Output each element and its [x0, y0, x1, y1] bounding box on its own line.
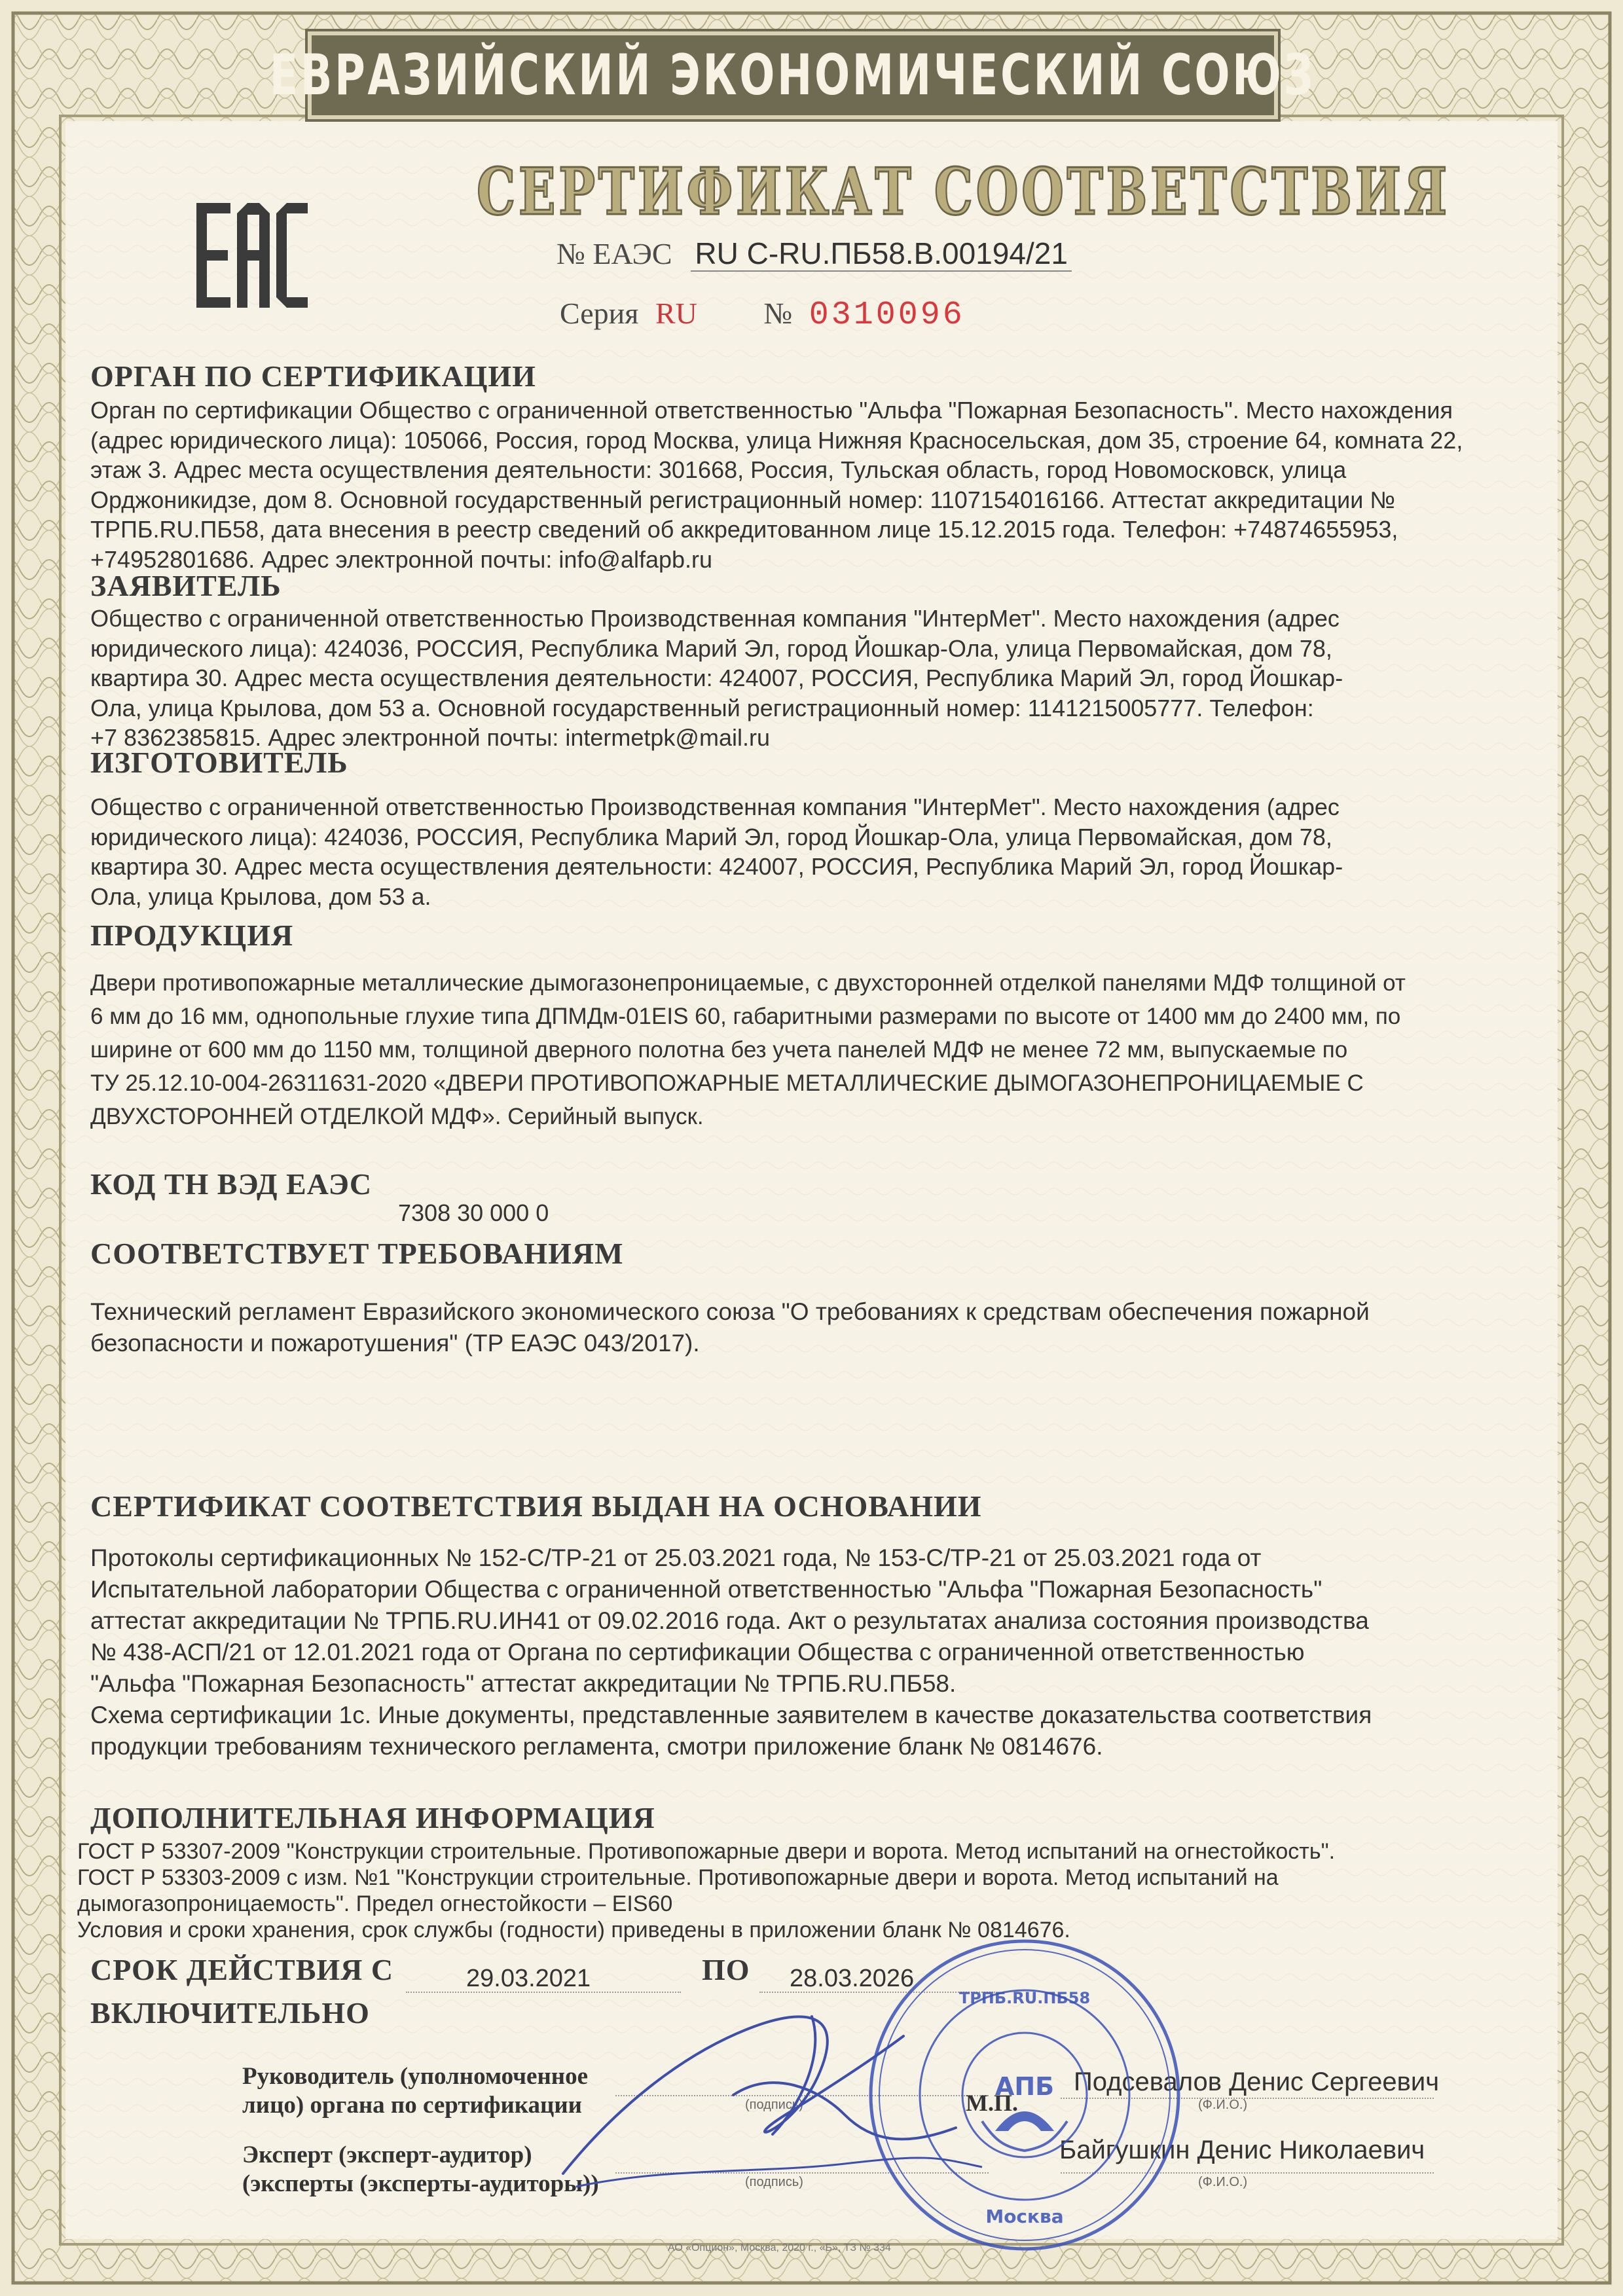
validity-from-label: СРОК ДЕЙСТВИЯ С	[90, 1953, 394, 1986]
manufacturer-line: юридического лица): 424036, РОССИЯ, Республика Марий Эл, город Йошкар-Ола, улица Первомайская, дом 78,	[90, 823, 1332, 850]
validity-inclusive: ВКЛЮЧИТЕЛЬНО	[90, 1996, 370, 2030]
certificate-number	[556, 236, 1072, 271]
certificate-title: СЕРТИФИКАТ СООТВЕТСТВИЯ	[477, 155, 1450, 230]
blank-number-value: 0310096	[809, 297, 965, 334]
basis-line: Испытательной лаборатории Общества с ограниченной ответственностью "Альфа "Пожарная Безопасность"	[90, 1576, 1322, 1603]
basis-line: аттестат аккредитации № ТРПБ.RU.ИН41 от 09.02.2016 года. Акт о результатах анализа состояния производства	[90, 1607, 1369, 1634]
organ-text	[90, 395, 1537, 574]
additional-heading: ДОПОЛНИТЕЛЬНАЯ ИНФОРМАЦИЯ	[90, 1801, 655, 1834]
product-line: ТУ 25.12.10-004-26311631-2020 «ДВЕРИ ПРОТИВОПОЖАРНЫЕ МЕТАЛЛИЧЕСКИЕ ДЫМОГАЗОНЕПРОНИЦАЕМЫЕ С	[90, 1070, 1364, 1096]
blank-number-label: №	[763, 297, 793, 330]
head-podpis-caption: (подпись)	[745, 2098, 803, 2112]
additional-line: Условия и сроки хранения, срок службы (годности) приведены в приложении бланк № 0814676.	[77, 1918, 1070, 1942]
applicant-line: квартира 30. Адрес места осуществления деятельности: 424007, РОССИЯ, Республика Марий Эл, город Йошкар-	[90, 665, 1343, 691]
product-line: ДВУХСТОРОННЕЙ ОТДЕЛКОЙ МДФ». Серийный выпуск.	[90, 1104, 704, 1129]
manufacturer-text	[90, 792, 1537, 911]
product-line: Двери противопожарные металлические дымогазонепроницаемые, с двухсторонней отделкой панелями МДФ толщиной от	[90, 970, 1406, 996]
manufacturer-heading: ИЗГОТОВИТЕЛЬ	[90, 746, 348, 779]
head-signature-label	[242, 2062, 588, 2120]
basis-line: "Альфа "Пожарная Безопасность" аттестат аккредитации № ТРПБ.RU.ПБ58.	[90, 1670, 957, 1697]
union-banner	[270, 31, 1316, 119]
expert-name: Байгушкин Денис Николаевич	[1059, 2136, 1425, 2164]
applicant-line: +7 8362385815. Адрес электронной почты: intermetpk@mail.ru	[90, 724, 770, 751]
applicant-text	[90, 604, 1537, 753]
expert-label-line: (эксперты (эксперты-аудиторы))	[242, 2170, 599, 2197]
additional-line: дымогазопроницаемость". Предел огнестойкости – EIS60	[77, 1891, 673, 1916]
cert-number-label: № ЕАЭС	[556, 237, 672, 270]
manufacturer-line: квартира 30. Адрес места осуществления деятельности: 424007, РОССИЯ, Республика Марий Эл, город Йошкар-	[90, 853, 1343, 880]
product-heading: ПРОДУКЦИЯ	[90, 919, 294, 952]
product-line: 6 мм до 16 мм, однопольные глухие типа ДПМДм-01EIS 60, габаритными размерами по высоте от 1400 мм до 2400 мм, по	[90, 1004, 1401, 1029]
organ-line: ТРПБ.RU.ПБ58, дата внесения в реестр сведений об аккредитованном лице 15.12.2015 года. Телефон: +74874655953,	[90, 516, 1398, 543]
basis-line: Схема сертификации 1с. Иные документы, представленные заявителем в качестве доказательства соответствия	[90, 1702, 1372, 1728]
series-row	[560, 296, 965, 334]
eac-logo-icon	[196, 203, 308, 308]
manufacturer-line: Ола, улица Крылова, дом 53 а.	[90, 883, 431, 910]
organ-seal-icon	[864, 1935, 1185, 2255]
applicant-line: юридического лица): 424036, РОССИЯ, Республика Марий Эл, город Йошкар-Ола, улица Первомайская, дом 78,	[90, 634, 1332, 662]
head-label-line: лицо) органа по сертификации	[242, 2092, 582, 2119]
basis-line: Протоколы сертификационных № 152-С/ТР-21 от 25.03.2021 года, № 153-С/ТР-21 от 25.03.2021 года от	[90, 1544, 1262, 1571]
seal-place-label: М.П.	[966, 2090, 1018, 2116]
organ-line: (адрес юридического лица): 105066, Россия, город Москва, улица Нижняя Красносельская, дом 35, строение 64, комната 22,	[90, 426, 1463, 454]
seal-center-text: АПБ	[994, 2072, 1055, 2101]
organ-line: Орган по сертификации Общество с ограниченной ответственностью "Альфа "Пожарная Безопасность". Место нахождения	[90, 397, 1453, 424]
organ-line: этаж 3. Адрес места осуществления деятельности: 301668, Россия, Тульская область, город Новомосковск, улица	[90, 456, 1347, 483]
product-text	[90, 966, 1537, 1133]
code-value: 7308 30 000 0	[398, 1199, 549, 1226]
validity-to-value: 28.03.2026	[790, 1965, 915, 1992]
basis-line: продукции требованиям технического регламента, смотри приложение бланк № 0814676.	[90, 1733, 1103, 1760]
applicant-line: Ола, улица Крылова, дом 53 а. Основной государственный регистрационный номер: 1141215005777. Телефон:	[90, 694, 1314, 721]
basis-line: № 438-АСП/21 от 12.01.2021 года от Органа по сертификации Общества с ограниченной ответственностью	[90, 1639, 1305, 1666]
validity-from-value: 29.03.2021	[466, 1965, 591, 1992]
expert-fio-caption: (Ф.И.О.)	[1198, 2175, 1248, 2189]
expert-podpis-caption: (подпись)	[745, 2175, 803, 2189]
requirements-heading: СООТВЕТСТВУЕТ ТРЕБОВАНИЯМ	[90, 1237, 624, 1270]
organ-heading: ОРГАН ПО СЕРТИФИКАЦИИ	[90, 359, 536, 393]
head-name: Подсевалов Денис Сергеевич	[1074, 2068, 1440, 2096]
head-fio-caption: (Ф.И.О.)	[1198, 2098, 1248, 2112]
basis-heading: СЕРТИФИКАТ СООТВЕТСТВИЯ ВЫДАН НА ОСНОВАНИИ	[90, 1489, 982, 1523]
requirements-text	[90, 1296, 1537, 1359]
printer-imprint: АО «Опцион», Москва, 2020 г., «Б», ТЗ № 334	[668, 2242, 891, 2253]
cert-number-value: RU С-RU.ПБ58.В.00194/21	[691, 236, 1072, 272]
head-label-line: Руководитель (уполномоченное	[242, 2063, 589, 2090]
series-label: Серия	[560, 297, 639, 330]
requirements-line: Технический регламент Евразийского экономического союза "О требованиях к средствам обеспечения пожарной	[90, 1298, 1370, 1325]
seal-city-text: Москва	[985, 2206, 1064, 2227]
organ-line: Орджоникидзе, дом 8. Основной государственный регистрационный номер: 1107154016166. Аттестат аккредитации №	[90, 486, 1396, 513]
expert-label-line: Эксперт (эксперт-аудитор)	[242, 2141, 532, 2168]
basis-text	[90, 1542, 1537, 1762]
series-value: RU	[655, 297, 697, 330]
union-title: ЕВРАЗИЙСКИЙ ЭКОНОМИЧЕСКИЙ СОЮЗ	[270, 43, 1316, 108]
additional-line: ГОСТ Р 53307-2009 "Конструкции строительные. Противопожарные двери и ворота. Метод испытаний на огнестойкость".	[77, 1839, 1336, 1864]
additional-text	[77, 1838, 1524, 1943]
code-heading: КОД ТН ВЭД ЕАЭС	[90, 1167, 373, 1201]
seal-top-text: ТРПБ.RU.ПБ58	[958, 1989, 1091, 2007]
manufacturer-line: Общество с ограниченной ответственностью Производственная компания "ИнтерМет". Место нахождения (адрес	[90, 793, 1340, 820]
requirements-line: безопасности и пожаротушения" (ТР ЕАЭС 043/2017).	[90, 1330, 700, 1357]
validity-to-label: ПО	[702, 1953, 750, 1986]
organ-line: +74952801686. Адрес электронной почты: info@alfapb.ru	[90, 545, 713, 573]
additional-line: ГОСТ Р 53303-2009 с изм. №1 "Конструкции строительные. Противопожарные двери и ворота. Метод испытаний на	[77, 1865, 1279, 1890]
product-line: ширине от 600 мм до 1150 мм, толщиной дверного полотна без учета панелей МДФ не менее 72 мм, выпускаемые по	[90, 1037, 1348, 1063]
applicant-heading: ЗАЯВИТЕЛЬ	[90, 569, 282, 602]
applicant-line: Общество с ограниченной ответственностью Производственная компания "ИнтерМет". Место нахождения (адрес	[90, 605, 1340, 632]
